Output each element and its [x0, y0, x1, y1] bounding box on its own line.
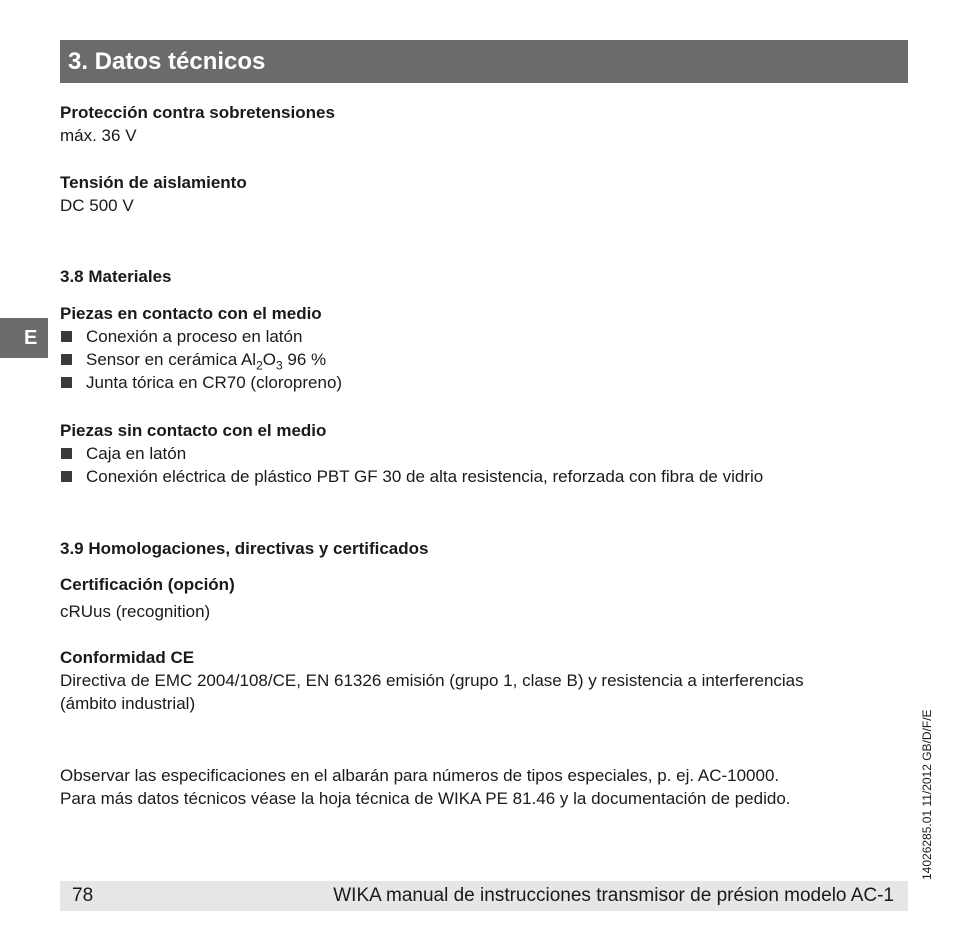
section-title: 3. Datos técnicos — [60, 40, 908, 83]
footer-title: WIKA manual de instrucciones transmisor de présion modelo AC-1 — [333, 885, 894, 906]
list-item: Conexión eléctrica de plástico PBT GF 30 de alta resistencia, reforzada con fibra de vidrio — [60, 465, 763, 488]
certification-value: cRUus (recognition) — [60, 602, 211, 621]
wetted-parts-heading: Piezas en contacto con el medio — [60, 304, 322, 323]
certification-block — [60, 573, 235, 623]
approvals-title: 3.9 Homologaciones, directivas y certificados — [60, 539, 429, 558]
page-number: 78 — [72, 885, 94, 906]
certification-heading: Certificación (opción) — [60, 575, 235, 594]
note-line: Observar las especificaciones en el albarán para números de tipos especiales, p. ej. AC-10000. — [60, 766, 780, 785]
list-item: Caja en latón — [60, 442, 763, 465]
list-item: Conexión a proceso en latón — [60, 325, 342, 348]
materials-title: 3.8 Materiales — [60, 267, 172, 286]
surge-protection-value: máx. 36 V — [60, 126, 137, 145]
notes-block — [60, 764, 791, 810]
non-wetted-parts-block — [60, 419, 763, 488]
note-line: Para más datos técnicos véase la hoja técnica de WIKA PE 81.46 y la documentación de pedido. — [60, 789, 791, 808]
footer — [60, 881, 908, 911]
list-item: Sensor en cerámica $Al_2O_3$ 96 % — [60, 348, 342, 371]
ce-conformity-line: Directiva de EMC 2004/108/CE, EN 61326 emisión (grupo 1, clase B) y resistencia a interferencias — [60, 671, 804, 690]
list-item: Junta tórica en CR70 (cloropreno) — [60, 371, 342, 394]
ce-conformity-block — [60, 646, 804, 715]
non-wetted-parts-list — [60, 442, 763, 488]
non-wetted-parts-heading: Piezas sin contacto con el medio — [60, 421, 327, 440]
insulation-block — [60, 171, 247, 217]
wetted-parts-list — [60, 325, 342, 394]
surge-protection-heading: Protección contra sobretensiones — [60, 103, 335, 122]
surge-protection-block — [60, 101, 335, 147]
insulation-value: DC 500 V — [60, 196, 134, 215]
ce-conformity-line: (ámbito industrial) — [60, 694, 196, 713]
insulation-heading: Tensión de aislamiento — [60, 173, 247, 192]
wetted-parts-block — [60, 302, 342, 394]
ce-conformity-heading: Conformidad CE — [60, 648, 195, 667]
document-code: 14026285.01 11/2012 GB/D/F/E — [920, 709, 934, 880]
language-tab: E — [0, 318, 48, 358]
